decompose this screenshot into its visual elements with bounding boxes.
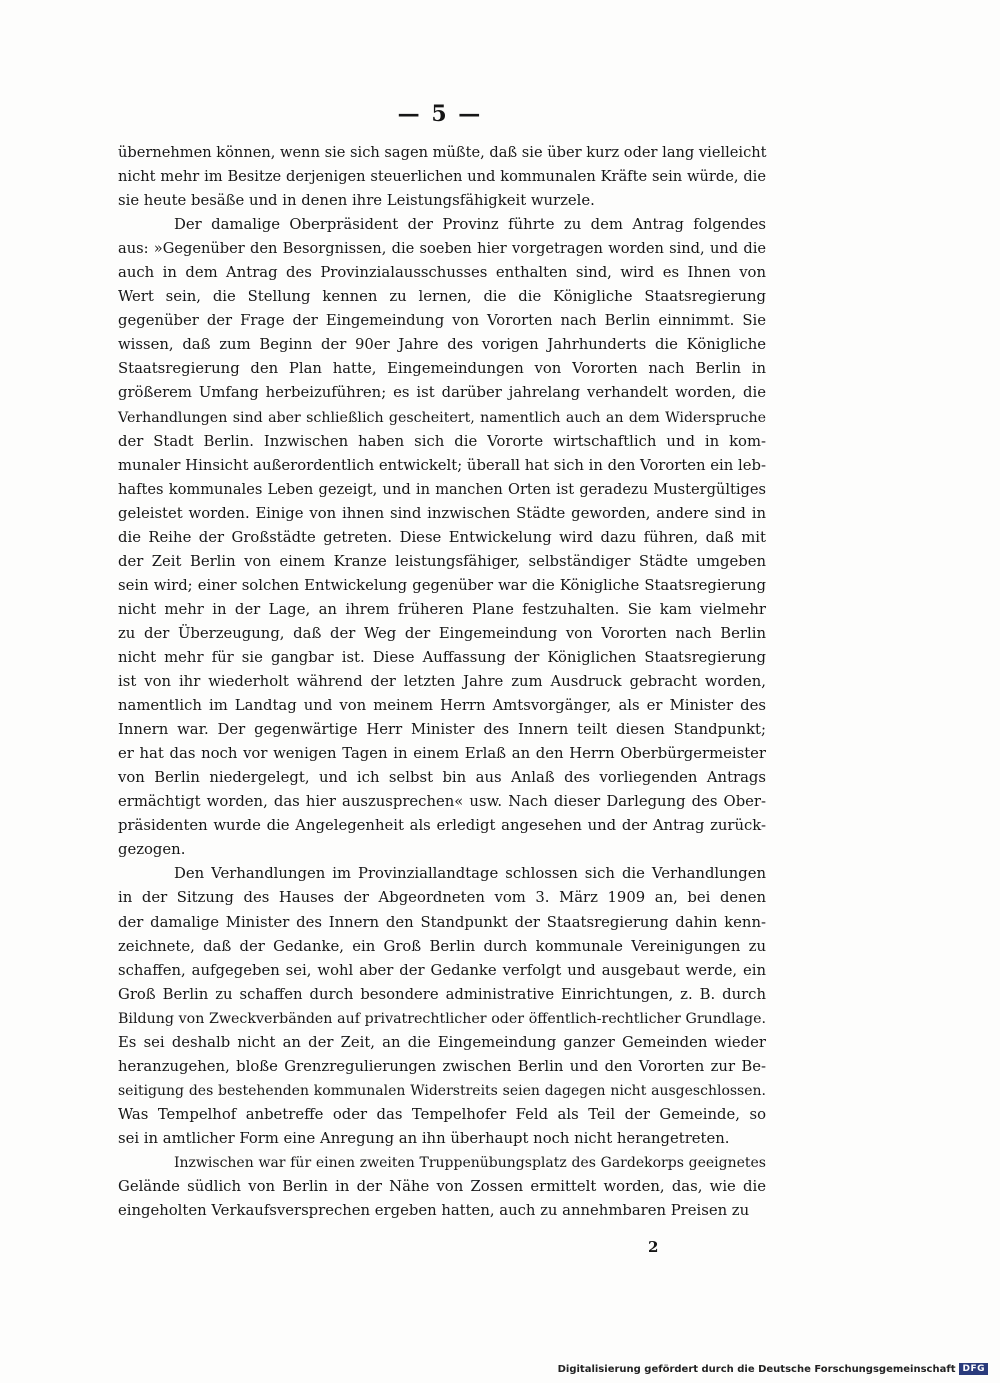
text-line: Bildung von Zweckverbänden auf privatrechtlicher oder öffentlich-rechtlicher Grundlage. [118, 1010, 766, 1027]
text-line: wissen, daß zum Beginn der 90er Jahre des vorigen Jahrhunderts die Königliche [118, 336, 766, 354]
text-line: zeichnete, daß der Gedanke, ein Groß Berlin durch kommunale Vereinigungen zu [118, 937, 766, 955]
text-line: eingeholten Verkaufsversprechen ergeben hatten, auch zu annehmbaren Preisen zu [118, 1202, 750, 1220]
text-line: sei in amtlicher Form eine Anregung an ihn überhaupt noch nicht herangetreten. [118, 1129, 730, 1147]
text-line: zu der Überzeugung, daß der Weg der Eingemeindung von Vororten nach Berlin [118, 624, 766, 642]
body-text [118, 141, 766, 1223]
text-line: Gelände südlich von Berlin in der Nähe von Zossen ermittelt worden, das, wie die [118, 1178, 766, 1196]
paragraph [118, 213, 766, 862]
text-line: namentlich im Landtag und von meinem Herrn Amtsvorgänger, als er Minister des [118, 697, 766, 715]
text-line: geleistet worden. Einige von ihnen sind inzwischen Städte geworden, andere sind in [118, 504, 766, 522]
text-line: Wert sein, die Stellung kennen zu lernen, die die Königliche Staatsregierung [118, 288, 766, 306]
page-number: — 5 — [397, 101, 483, 127]
text-line: er hat das noch vor wenigen Tagen in einem Erlaß an den Herrn Oberbürgermeister [118, 745, 766, 763]
paragraph [118, 141, 766, 213]
text-line: Es sei deshalb nicht an der Zeit, an die Eingemeindung ganzer Gemeinden wieder [118, 1033, 766, 1051]
text-line: Groß Berlin zu schaffen durch besondere administrative Einrichtungen, z. B. durch [118, 985, 766, 1003]
text-line: haftes kommunales Leben gezeigt, und in manchen Orten ist geradezu Mustergültiges [118, 480, 766, 498]
text-line: heranzugehen, bloße Grenzregulierungen zwischen Berlin und den Vororten zur Be- [118, 1057, 766, 1075]
text-line: der damalige Minister des Innern den Standpunkt der Staatsregierung dahin kenn- [118, 913, 766, 931]
text-line: der Stadt Berlin. Inzwischen haben sich die Vororte wirtschaftlich und in kom- [118, 432, 766, 450]
paragraph [118, 1151, 766, 1223]
text-line: die Reihe der Großstädte getreten. Diese Entwickelung wird dazu führen, daß mit [118, 528, 766, 546]
text-line: präsidenten wurde die Angelegenheit als erledigt angesehen und der Antrag zurück- [118, 817, 766, 835]
text-line: Der damalige Oberpräsident der Provinz führte zu dem Antrag folgendes [174, 216, 766, 234]
footer-credit [558, 1363, 988, 1375]
text-line: übernehmen können, wenn sie sich sagen müßte, daß sie über kurz oder lang vielleicht [118, 144, 767, 161]
text-line: schaffen, aufgegeben sei, wohl aber der Gedanke verfolgt und ausgebaut werde, ein [118, 961, 766, 979]
text-line: aus: »Gegenüber den Besorgnissen, die soeben hier vorgetragen worden sind, und die [118, 240, 766, 258]
text-line: munaler Hinsicht außerordentlich entwickelt; überall hat sich in den Vororten ein leb- [118, 456, 766, 474]
text-line: sein wird; einer solchen Entwickelung gegenüber war die Königliche Staatsregierung [118, 576, 766, 594]
text-line: sie heute besäße und in denen ihre Leistungsfähigkeit wurzele. [118, 192, 595, 210]
text-line: nicht mehr im Besitze derjenigen steuerlichen und kommunalen Kräfte sein würde, die [118, 168, 766, 186]
footer-text: Digitalisierung gefördert durch die Deutsche Forschungsgemeinschaft [557, 1363, 956, 1375]
text-line: gegenüber der Frage der Eingemeindung von Vororten nach Berlin einnimmt. Sie [118, 312, 766, 330]
text-line: von Berlin niedergelegt, und ich selbst bin aus Anlaß des vorliegenden Antrags [118, 769, 766, 787]
text-line: Innern war. Der gegenwärtige Herr Minister des Innern teilt diesen Standpunkt; [118, 721, 766, 739]
paragraph [118, 862, 766, 1151]
text-line: Staatsregierung den Plan hatte, Eingemeindungen von Vororten nach Berlin in [118, 360, 766, 378]
dfg-logo: DFG [959, 1363, 988, 1375]
bogen-signature: 2 [648, 1238, 659, 1256]
text-line: Verhandlungen sind aber schließlich gescheitert, namentlich auch an dem Widerspruche [118, 409, 766, 426]
text-line: der Zeit Berlin von einem Kranze leistungsfähiger, selbständiger Städte umgeben [118, 552, 766, 570]
text-line: Den Verhandlungen im Provinziallandtage schlossen sich die Verhandlungen [174, 865, 766, 883]
text-line: in der Sitzung des Hauses der Abgeordneten vom 3. März 1909 an, bei denen [118, 889, 766, 907]
text-line: ermächtigt worden, das hier auszusprechen« usw. Nach dieser Darlegung des Ober- [118, 793, 766, 811]
text-line: auch in dem Antrag des Provinzialausschusses enthalten sind, wird es Ihnen von [118, 264, 766, 282]
text-line: seitigung des bestehenden kommunalen Widerstreits seien dagegen nicht ausgeschlossen. [118, 1082, 766, 1099]
text-line: ist von ihr wiederholt während der letzten Jahre zum Ausdruck gebracht worden, [118, 673, 766, 691]
text-line: größerem Umfang herbeizuführen; es ist darüber jahrelang verhandelt worden, die [118, 384, 766, 402]
text-line: Was Tempelhof anbetreffe oder das Tempelhofer Feld als Teil der Gemeinde, so [118, 1105, 766, 1123]
text-line: nicht mehr in der Lage, an ihrem früheren Plane festzuhalten. Sie kam vielmehr [118, 600, 766, 618]
text-line: Inzwischen war für einen zweiten Truppenübungsplatz des Gardekorps geeignetes [174, 1154, 766, 1171]
text-line: nicht mehr für sie gangbar ist. Diese Auffassung der Königlichen Staatsregierung [118, 648, 766, 666]
text-line: gezogen. [118, 841, 186, 859]
